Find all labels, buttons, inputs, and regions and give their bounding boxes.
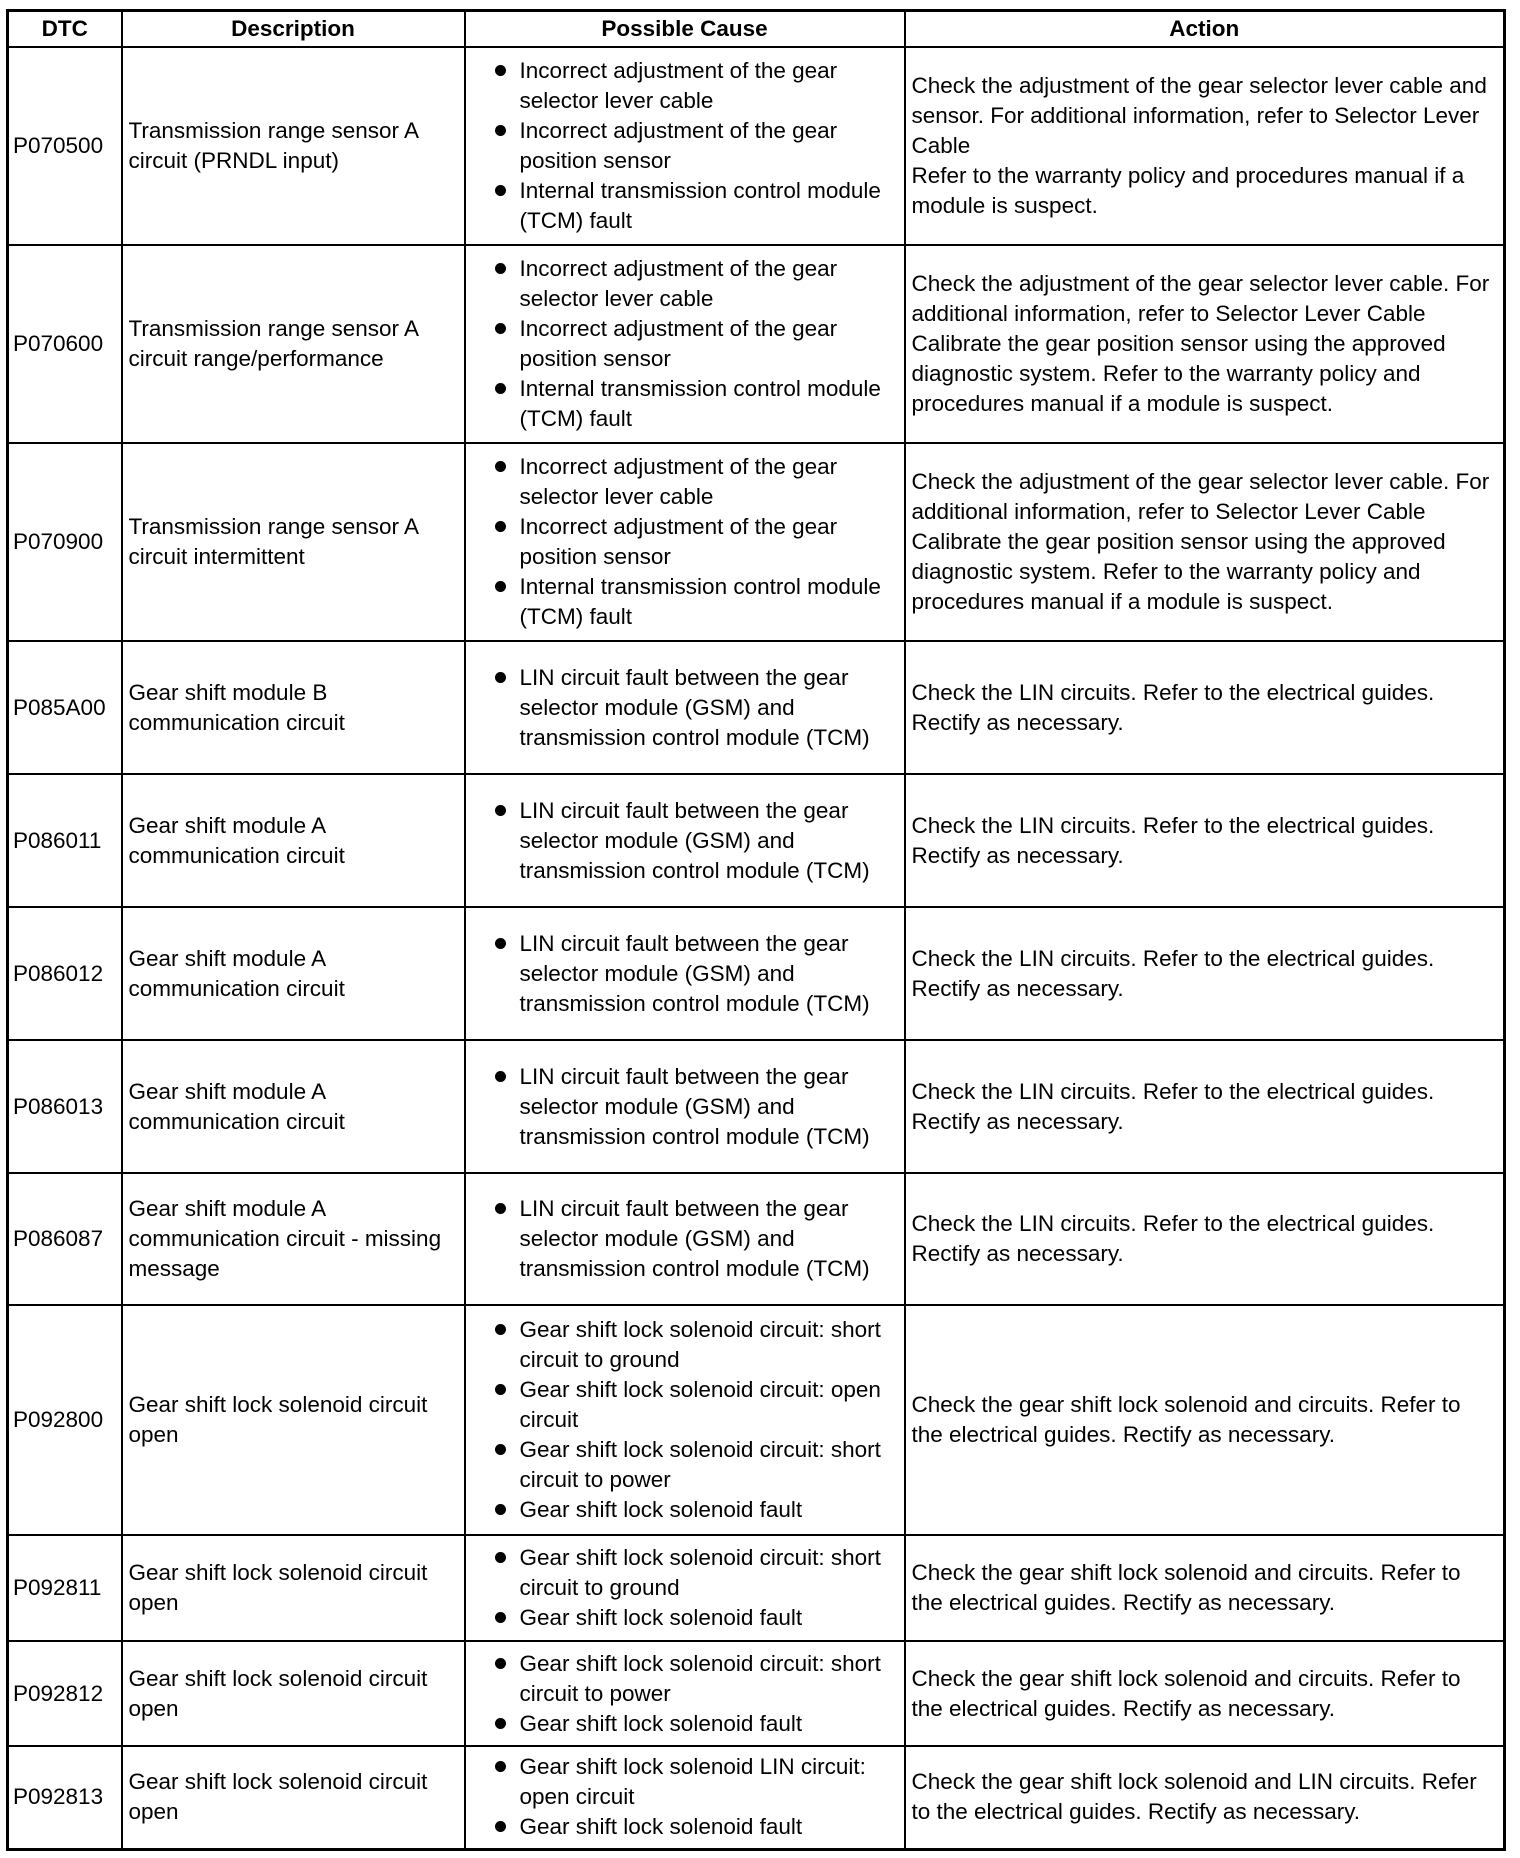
cause-item: Incorrect adjustment of the gear position sensor (520, 116, 898, 176)
cause-item: Incorrect adjustment of the gear selector lever cable (520, 452, 898, 512)
possible-causes (465, 1305, 905, 1535)
action-text: Check the gear shift lock solenoid and circuits. Refer to the electrical guides. Rectify as necessary. (911, 1560, 1461, 1615)
cause-list (472, 254, 898, 434)
action-text: Check the gear shift lock solenoid and circuits. Refer to the electrical guides. Rectify as necessary. (911, 1392, 1461, 1447)
action (905, 245, 1505, 443)
cause-item: Gear shift lock solenoid fault (520, 1495, 898, 1525)
cause-item: Gear shift lock solenoid fault (520, 1812, 898, 1842)
action (905, 1305, 1505, 1535)
cause-list (472, 1752, 898, 1842)
header-possible-cause: Possible Cause (465, 11, 905, 48)
possible-causes (465, 1535, 905, 1641)
cause-item: LIN circuit fault between the gear selector module (GSM) and transmission control module (TCM) (520, 929, 898, 1019)
cause-list (472, 1315, 898, 1525)
description: Gear shift module A communication circuit (122, 1040, 465, 1173)
cause-item: LIN circuit fault between the gear selector module (GSM) and transmission control module (TCM) (520, 663, 898, 753)
cause-item: Internal transmission control module (TCM) fault (520, 374, 898, 434)
action-text: Check the adjustment of the gear selector lever cable and sensor. For additional information, refer to Selector Lever Cable (911, 73, 1487, 158)
possible-causes (465, 443, 905, 641)
action-text: Check the adjustment of the gear selector lever cable. For additional information, refer to Selector Lever Cable (911, 469, 1490, 524)
cause-list (472, 929, 898, 1019)
description: Gear shift module B communication circuit (122, 641, 465, 774)
description: Gear shift lock solenoid circuit open (122, 1535, 465, 1641)
dtc-code: P086013 (8, 1040, 122, 1173)
table-row (8, 1305, 1505, 1535)
cause-list (472, 56, 898, 236)
action-text: Check the LIN circuits. Refer to the electrical guides. Rectify as necessary. (911, 1078, 1435, 1134)
cause-item: Incorrect adjustment of the gear selector lever cable (520, 254, 898, 314)
table-row (8, 443, 1505, 641)
description: Gear shift module A communication circuit (122, 907, 465, 1040)
cause-list (472, 796, 898, 886)
cause-item: Gear shift lock solenoid circuit: short circuit to power (520, 1649, 898, 1709)
cause-item: Gear shift lock solenoid circuit: short circuit to ground (520, 1543, 898, 1603)
dtc-code: P085A00 (8, 641, 122, 774)
action (905, 1535, 1505, 1641)
action-text: Check the LIN circuits. Refer to the electrical guides. Rectify as necessary. (911, 679, 1435, 735)
action (905, 907, 1505, 1040)
cause-item: Gear shift lock solenoid circuit: open circuit (520, 1375, 898, 1435)
cause-list (472, 452, 898, 632)
cause-item: LIN circuit fault between the gear selector module (GSM) and transmission control module (TCM) (520, 796, 898, 886)
table-row (8, 1746, 1505, 1849)
cause-item: Internal transmission control module (TCM) fault (520, 176, 898, 236)
table-row (8, 1535, 1505, 1641)
dtc-code: P086087 (8, 1173, 122, 1305)
table-row (8, 245, 1505, 443)
description: Gear shift lock solenoid circuit open (122, 1746, 465, 1849)
action-text: Check the gear shift lock solenoid and circuits. Refer to the electrical guides. Rectify as necessary. (911, 1665, 1461, 1721)
description: Gear shift lock solenoid circuit open (122, 1641, 465, 1746)
possible-causes (465, 1040, 905, 1173)
possible-causes (465, 641, 905, 774)
action (905, 641, 1505, 774)
description: Gear shift lock solenoid circuit open (122, 1305, 465, 1535)
dtc-code: P070900 (8, 443, 122, 641)
dtc-code: P092800 (8, 1305, 122, 1535)
cause-item: LIN circuit fault between the gear selector module (GSM) and transmission control module (TCM) (520, 1194, 898, 1284)
cause-list (472, 1543, 898, 1633)
possible-causes (465, 1641, 905, 1746)
cause-item: Gear shift lock solenoid fault (520, 1603, 898, 1633)
header-row (8, 11, 1505, 48)
possible-causes (465, 1746, 905, 1849)
cause-item: Incorrect adjustment of the gear selector lever cable (520, 56, 898, 116)
possible-causes (465, 774, 905, 907)
action (905, 774, 1505, 907)
table-row (8, 774, 1505, 907)
dtc-code: P092811 (8, 1535, 122, 1641)
table-row (8, 907, 1505, 1040)
description: Transmission range sensor A circuit (PRNDL input) (122, 47, 465, 245)
table-row (8, 641, 1505, 774)
description: Transmission range sensor A circuit range/performance (122, 245, 465, 443)
action (905, 47, 1505, 245)
table-row (8, 1040, 1505, 1173)
table-row (8, 47, 1505, 245)
header-action: Action (905, 11, 1505, 48)
cause-item: Gear shift lock solenoid circuit: short circuit to power (520, 1435, 898, 1495)
cause-item: Gear shift lock solenoid circuit: short circuit to ground (520, 1315, 898, 1375)
cause-item: LIN circuit fault between the gear selector module (GSM) and transmission control module (TCM) (520, 1062, 898, 1152)
dtc-code: P086012 (8, 907, 122, 1040)
possible-causes (465, 47, 905, 245)
action (905, 1641, 1505, 1746)
description: Transmission range sensor A circuit intermittent (122, 443, 465, 641)
action (905, 443, 1505, 641)
dtc-code: P070600 (8, 245, 122, 443)
action (905, 1746, 1505, 1849)
action (905, 1040, 1505, 1173)
action-text: Check the adjustment of the gear selector lever cable. For additional information, refer to Selector Lever Cable (911, 271, 1490, 326)
table-row (8, 1173, 1505, 1305)
cause-item: Gear shift lock solenoid fault (520, 1709, 898, 1739)
cause-list (472, 1194, 898, 1284)
cause-list (472, 1062, 898, 1152)
header-description: Description (122, 11, 465, 48)
cause-list (472, 1649, 898, 1739)
action-text: Check the LIN circuits. Refer to the electrical guides. Rectify as necessary. (911, 945, 1435, 1001)
dtc-code: P092812 (8, 1641, 122, 1746)
description: Gear shift module A communication circuit (122, 774, 465, 907)
possible-causes (465, 907, 905, 1040)
action-text: Refer to the warranty policy and procedures manual if a module is suspect. (911, 163, 1465, 218)
dtc-table (6, 9, 1506, 1851)
action-text: Calibrate the gear position sensor using the approved diagnostic system. Refer to the warranty policy and procedures manual if a module is suspect. (911, 331, 1446, 416)
action-text: Check the LIN circuits. Refer to the electrical guides. Rectify as necessary. (911, 1211, 1435, 1266)
cause-item: Gear shift lock solenoid LIN circuit: open circuit (520, 1752, 898, 1812)
description: Gear shift module A communication circuit - missing message (122, 1173, 465, 1305)
table-row (8, 1641, 1505, 1746)
dtc-code: P070500 (8, 47, 122, 245)
possible-causes (465, 245, 905, 443)
cause-item: Incorrect adjustment of the gear position sensor (520, 512, 898, 572)
cause-item: Incorrect adjustment of the gear position sensor (520, 314, 898, 374)
action-text: Check the LIN circuits. Refer to the electrical guides. Rectify as necessary. (911, 812, 1435, 868)
possible-causes (465, 1173, 905, 1305)
header-dtc: DTC (8, 11, 122, 48)
action (905, 1173, 1505, 1305)
action-text: Check the gear shift lock solenoid and LIN circuits. Refer to the electrical guides. Rectify as necessary. (911, 1769, 1477, 1825)
dtc-code: P086011 (8, 774, 122, 907)
cause-item: Internal transmission control module (TCM) fault (520, 572, 898, 632)
cause-list (472, 663, 898, 753)
dtc-code: P092813 (8, 1746, 122, 1849)
action-text: Calibrate the gear position sensor using the approved diagnostic system. Refer to the warranty policy and procedures manual if a module is suspect. (911, 529, 1446, 614)
